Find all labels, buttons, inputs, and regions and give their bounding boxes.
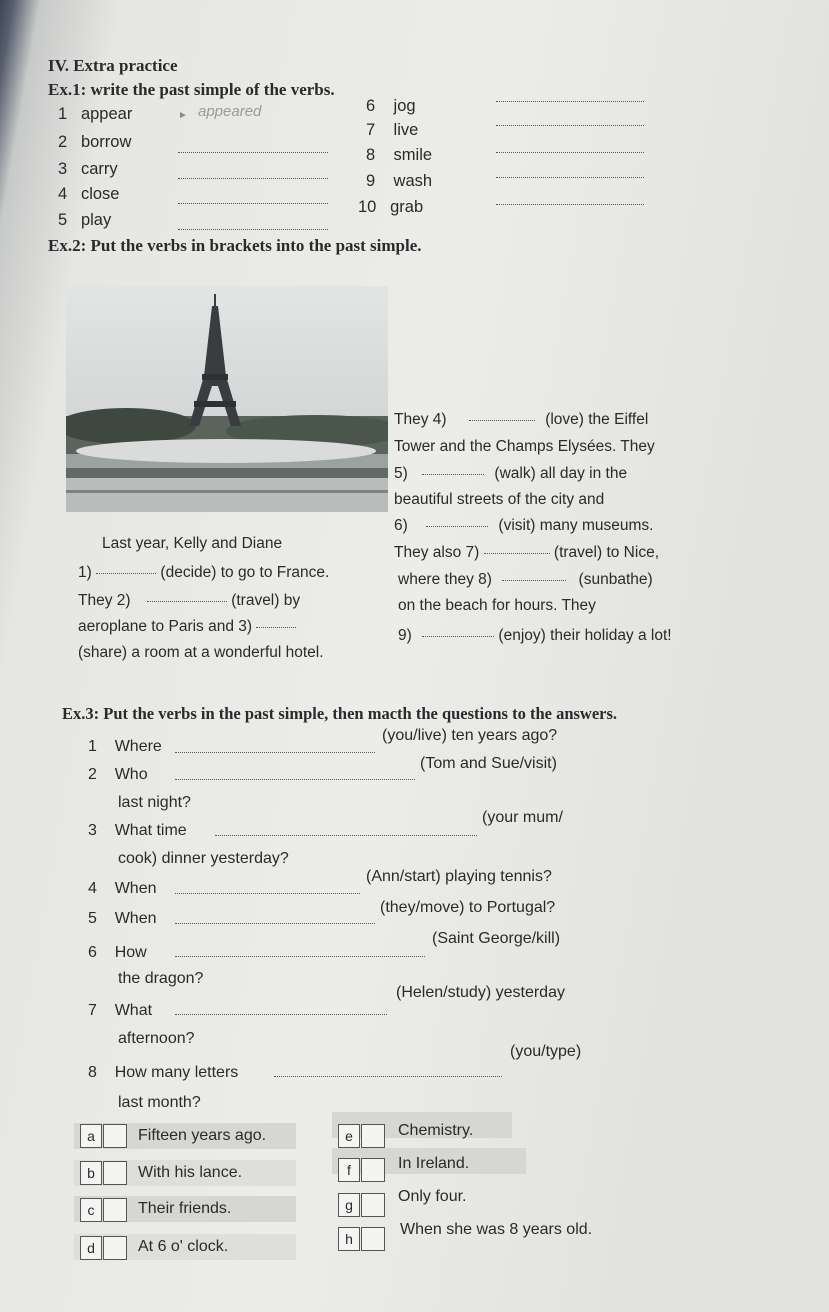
question-hint: (you/type) bbox=[510, 1043, 582, 1060]
ex2-title: Ex.2: Put the verbs in brackets into the past simple. bbox=[48, 236, 422, 255]
question-hint: (you/live) ten years ago? bbox=[382, 727, 558, 744]
question-number: 1 bbox=[88, 738, 97, 755]
ex1-answer-blank[interactable] bbox=[496, 124, 644, 126]
ex1-title-text: Ex.1: write the past simple of the verbs. bbox=[48, 80, 335, 99]
ex2-verb-hint: (sunbathe) bbox=[578, 571, 653, 588]
answer-letter: e bbox=[338, 1124, 360, 1148]
ex3-question-2 bbox=[88, 766, 148, 784]
ex1-item-number: 5 bbox=[58, 211, 68, 229]
ex2-left-line-4 bbox=[78, 618, 296, 636]
question-start: Who bbox=[114, 766, 148, 783]
ex3-answer-blank[interactable] bbox=[175, 778, 415, 780]
ex1-item-8 bbox=[366, 146, 432, 165]
ex2-answer-blank[interactable] bbox=[147, 600, 227, 602]
ex3-question-5 bbox=[88, 910, 156, 928]
ex2-text: aeroplane to Paris and 3) bbox=[78, 618, 253, 635]
ex1-item-10 bbox=[358, 198, 423, 217]
answer-text: Fifteen years ago. bbox=[138, 1127, 267, 1144]
ex1-answer-blank[interactable] bbox=[496, 176, 644, 178]
question-continuation: last night? bbox=[118, 794, 191, 811]
ex3-question-4 bbox=[88, 880, 156, 898]
question-start: How many letters bbox=[114, 1064, 239, 1081]
ex1-item-verb: borrow bbox=[80, 133, 132, 151]
ex2-answer-blank[interactable] bbox=[422, 473, 484, 475]
question-continuation: cook) dinner yesterday? bbox=[118, 850, 289, 867]
eiffel-tower-photo bbox=[66, 286, 388, 512]
ex2-left-line-1: Last year, Kelly and Diane bbox=[102, 535, 283, 552]
question-hint: (Tom and Sue/visit) bbox=[420, 755, 557, 772]
answer-letter: f bbox=[338, 1158, 360, 1182]
ex1-item-3 bbox=[58, 160, 118, 179]
ex1-item-number: 7 bbox=[366, 121, 376, 139]
ex1-answer-blank[interactable] bbox=[178, 177, 328, 179]
ex3-question-1 bbox=[88, 738, 162, 756]
ex2-verb-hint: (enjoy) their holiday a lot! bbox=[498, 627, 672, 644]
ex2-right-line-8: on the beach for hours. They bbox=[398, 597, 596, 614]
ex1-item-verb: appear bbox=[80, 105, 133, 123]
ex3-answer-blank[interactable] bbox=[175, 1013, 387, 1015]
ex1-item-verb: jog bbox=[393, 97, 416, 115]
ex3-answer-blank[interactable] bbox=[175, 922, 375, 924]
ex3-answer-blank[interactable] bbox=[175, 892, 360, 894]
answer-box[interactable] bbox=[103, 1124, 127, 1148]
ex2-blank-number: 1) bbox=[78, 564, 92, 581]
ex2-verb-hint: (walk) all day in the bbox=[494, 465, 628, 482]
ex2-verb-hint: (love) the Eiffel bbox=[545, 411, 649, 428]
ex2-right-line-3 bbox=[394, 465, 627, 483]
answer-box[interactable] bbox=[103, 1236, 127, 1260]
ex1-item-1 bbox=[58, 105, 132, 124]
answer-letter: h bbox=[338, 1227, 360, 1251]
ex3-answer-blank[interactable] bbox=[274, 1075, 502, 1077]
ex2-right-line-2: Tower and the Champs Elysées. They bbox=[394, 438, 655, 455]
question-start: When bbox=[114, 880, 157, 897]
answer-text: Only four. bbox=[398, 1188, 467, 1205]
ex3-answer-blank[interactable] bbox=[215, 834, 477, 836]
ex1-answer-blank[interactable] bbox=[178, 202, 328, 204]
ex1-answer-blank[interactable] bbox=[496, 203, 644, 205]
ex2-blank-number: 9) bbox=[398, 627, 412, 644]
section-title: IV. Extra practice bbox=[48, 56, 178, 75]
ex1-item-9 bbox=[366, 172, 432, 191]
question-continuation: afternoon? bbox=[118, 1030, 195, 1047]
question-start: What bbox=[114, 1002, 153, 1019]
ex1-item-verb: carry bbox=[80, 160, 118, 178]
ex1-answer-blank[interactable] bbox=[496, 151, 644, 153]
ex1-item-verb: close bbox=[80, 185, 120, 203]
ex2-answer-blank[interactable] bbox=[426, 525, 488, 527]
ex1-item-verb: live bbox=[393, 121, 419, 139]
ex3-answer-blank[interactable] bbox=[175, 955, 425, 957]
question-start: Where bbox=[114, 738, 162, 755]
arrow-icon: ► bbox=[178, 110, 188, 121]
ex2-blank-number: 5) bbox=[394, 465, 408, 482]
ex2-right-line-7 bbox=[398, 571, 653, 589]
ex1-item-number: 2 bbox=[58, 133, 68, 151]
question-start: When bbox=[114, 910, 157, 927]
ex3-question-3 bbox=[88, 822, 187, 840]
ex3-question-6 bbox=[88, 944, 147, 962]
ex2-right-line-9 bbox=[398, 627, 672, 645]
ex2-answer-blank[interactable] bbox=[256, 626, 296, 628]
answer-box[interactable] bbox=[103, 1198, 127, 1222]
ex1-item-number: 1 bbox=[58, 105, 68, 123]
question-number: 4 bbox=[88, 880, 97, 897]
question-number: 8 bbox=[88, 1064, 97, 1081]
question-hint: (Helen/study) yesterday bbox=[396, 984, 565, 1001]
ex1-item-2 bbox=[58, 133, 131, 152]
question-start: How bbox=[114, 944, 147, 961]
ex2-answer-blank[interactable] bbox=[96, 572, 156, 574]
ex2-verb-hint: (decide) to go to France. bbox=[160, 564, 330, 581]
ex1-item-number: 4 bbox=[58, 185, 68, 203]
question-hint: (Saint George/kill) bbox=[432, 930, 561, 947]
ex2-left-line-5: (share) a room at a wonderful hotel. bbox=[78, 644, 324, 661]
ex2-answer-blank[interactable] bbox=[502, 579, 566, 581]
ex1-item-5 bbox=[58, 211, 111, 230]
ex3-answer-blank[interactable] bbox=[175, 751, 375, 753]
ex2-answer-blank[interactable] bbox=[469, 419, 535, 421]
ex2-text: They also 7) bbox=[394, 544, 480, 561]
question-number: 7 bbox=[88, 1002, 97, 1019]
answer-box[interactable] bbox=[361, 1227, 385, 1251]
answer-box[interactable] bbox=[103, 1161, 127, 1185]
ex1-item-6 bbox=[366, 97, 416, 116]
eiffel-tower-photo-svg bbox=[66, 286, 388, 512]
answer-box[interactable] bbox=[361, 1193, 385, 1217]
ex2-answer-blank[interactable] bbox=[484, 552, 550, 554]
answer-text: At 6 o' clock. bbox=[138, 1238, 229, 1255]
question-number: 3 bbox=[88, 822, 97, 839]
question-number: 2 bbox=[88, 766, 97, 783]
question-number: 5 bbox=[88, 910, 97, 927]
ex3-title: Ex.3: Put the verbs in the past simple, then macth the questions to the answers. bbox=[62, 704, 618, 723]
ex2-blank-number: They 2) bbox=[78, 592, 131, 609]
ex3-question-7 bbox=[88, 1002, 152, 1020]
ex1-item-number: 10 bbox=[358, 198, 377, 216]
answer-text: Chemistry. bbox=[398, 1122, 474, 1139]
ex1-item-number: 8 bbox=[366, 146, 376, 164]
ex2-right-line-5 bbox=[394, 517, 653, 535]
ex1-item-verb: wash bbox=[393, 172, 433, 190]
ex2-blank-number: 6) bbox=[394, 517, 408, 534]
ex2-left-line-2 bbox=[78, 564, 329, 582]
answer-text: When she was 8 years old. bbox=[400, 1221, 593, 1238]
ex2-left-line-3 bbox=[78, 592, 300, 610]
answer-text: In Ireland. bbox=[398, 1155, 470, 1172]
answer-letter: b bbox=[80, 1161, 102, 1185]
question-start: What time bbox=[114, 822, 187, 839]
ex2-right-line-6 bbox=[394, 544, 659, 562]
ex2-right-line-1 bbox=[394, 411, 648, 429]
answer-text: Their friends. bbox=[138, 1200, 232, 1217]
answer-letter: g bbox=[338, 1193, 360, 1217]
ex1-item-4 bbox=[58, 185, 119, 204]
question-continuation: the dragon? bbox=[118, 970, 204, 987]
ex2-blank-number: They 4) bbox=[394, 411, 447, 428]
ex1-item-number: 3 bbox=[58, 160, 68, 178]
ex1-answer-blank[interactable] bbox=[496, 100, 644, 102]
answer-box[interactable] bbox=[361, 1158, 385, 1182]
answer-letter: c bbox=[80, 1198, 102, 1222]
ex1-item-verb: grab bbox=[390, 198, 424, 216]
ex1-item-7 bbox=[366, 121, 418, 140]
ex1-item-number: 6 bbox=[366, 97, 376, 115]
ex2-verb-hint: (travel) to Nice, bbox=[553, 544, 660, 561]
ex2-verb-hint: (travel) by bbox=[231, 592, 301, 609]
ex1-title bbox=[48, 80, 335, 100]
ex1-item-number: 9 bbox=[366, 172, 376, 190]
question-hint: (Ann/start) playing tennis? bbox=[366, 868, 552, 885]
answer-letter: a bbox=[80, 1124, 102, 1148]
ex2-verb-hint: (visit) many museums. bbox=[498, 517, 654, 534]
question-continuation: last month? bbox=[118, 1094, 201, 1111]
ex3-question-8 bbox=[88, 1064, 238, 1082]
question-number: 6 bbox=[88, 944, 97, 961]
answer-letter: d bbox=[80, 1236, 102, 1260]
ex1-example-answer: appeared bbox=[198, 103, 262, 120]
ex1-answer-blank[interactable] bbox=[178, 228, 328, 230]
answer-text: With his lance. bbox=[138, 1164, 243, 1181]
ex2-answer-blank[interactable] bbox=[422, 635, 494, 637]
question-hint: (your mum/ bbox=[482, 809, 563, 826]
answer-box[interactable] bbox=[361, 1124, 385, 1148]
ex2-right-line-4: beautiful streets of the city and bbox=[394, 491, 605, 508]
ex1-answer-blank[interactable] bbox=[178, 151, 328, 153]
question-hint: (they/move) to Portugal? bbox=[380, 899, 556, 916]
ex1-item-verb: smile bbox=[393, 146, 433, 164]
ex2-text: where they 8) bbox=[398, 571, 492, 588]
ex1-item-verb: play bbox=[80, 211, 112, 229]
